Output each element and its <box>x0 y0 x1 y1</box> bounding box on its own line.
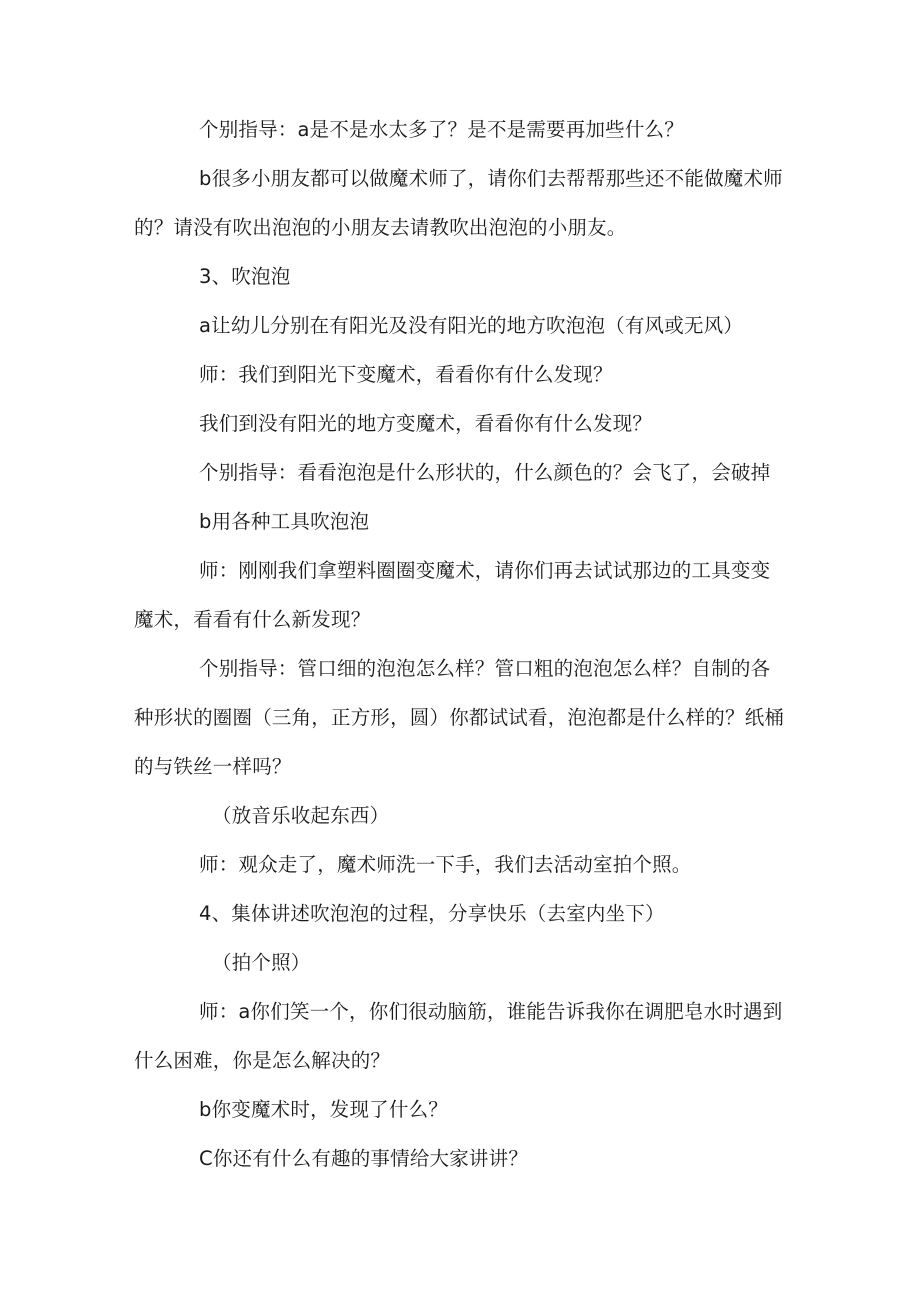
paragraph-line: b你变魔术时，发现了什么？ <box>199 1098 448 1121</box>
paragraph-line: （拍个照） <box>212 951 311 974</box>
paragraph-line: b用各种工具吹泡泡 <box>199 510 370 533</box>
paragraph-line: 什么困难，你是怎么解决的？ <box>134 1049 391 1072</box>
paragraph-line: 个别指导：管口细的泡泡怎么样？管口粗的泡泡怎么样？自制的各 <box>199 657 771 680</box>
paragraph-line: 师：观众走了，魔术师洗一下手，我们去活动室拍个照。 <box>199 853 692 876</box>
paragraph-line: 我们到没有阳光的地方变魔术，看看你有什么发现？ <box>199 412 653 435</box>
paragraph-line: 师：刚刚我们拿塑料圈圈变魔术，请你们再去试试那边的工具变变 <box>199 559 771 582</box>
paragraph-line: 的？请没有吹出泡泡的小朋友去请教吹出泡泡的小朋友。 <box>134 216 627 239</box>
paragraph-line: 师：我们到阳光下变魔术，看看你有什么发现？ <box>199 363 613 386</box>
paragraph-line: 魔术，看看有什么新发现？ <box>134 608 371 631</box>
section-heading: 4、集体讲述吹泡泡的过程，分享快乐（去室内坐下） <box>199 902 665 925</box>
paragraph-line: 种形状的圈圈（三角，正方形，圆）你都试试看，泡泡都是什么样的？纸桶 <box>134 706 785 729</box>
paragraph-line: 的与铁丝一样吗？ <box>134 755 292 778</box>
paragraph-line: 个别指导：看看泡泡是什么形状的，什么颜色的？会飞了，会破掉 <box>199 461 771 484</box>
paragraph-line: （放音乐收起东西） <box>212 804 390 827</box>
paragraph-line: 师：a你们笑一个，你们很动脑筋，谁能告诉我你在调肥皂水时遇到 <box>199 1000 783 1023</box>
section-heading: 3、吹泡泡 <box>199 265 291 288</box>
paragraph-line: a让幼儿分别在有阳光及没有阳光的地方吹泡泡（有风或无风） <box>199 314 744 337</box>
paragraph-line: C你还有什么有趣的事情给大家讲讲？ <box>199 1147 529 1170</box>
paragraph-line: b很多小朋友都可以做魔术师了，请你们去帮帮那些还不能做魔术师 <box>199 167 783 190</box>
paragraph-line: 个别指导：a是不是水太多了？是不是需要再加些什么？ <box>199 118 684 141</box>
